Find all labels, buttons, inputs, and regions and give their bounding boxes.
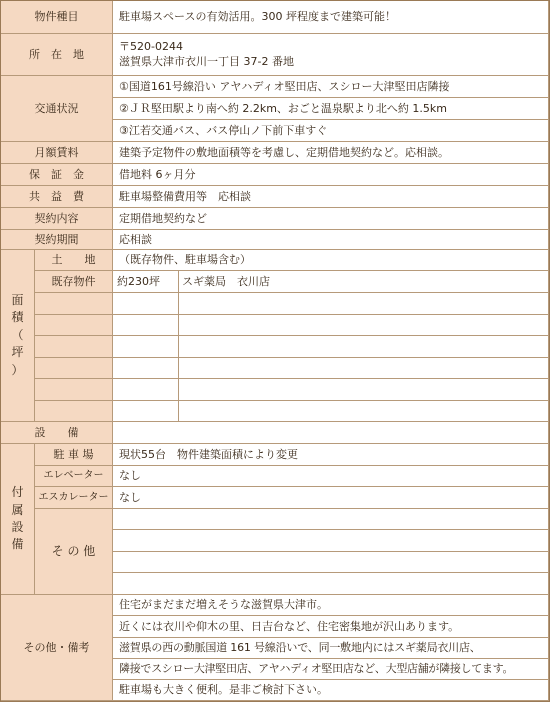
access-label: 交通状況 [1,76,113,142]
access-line: ②ＪＲ堅田駅より南へ約 2.2km、おごと温泉駅より北へ約 1.5km [113,98,549,120]
access-line: ①国道161号線沿い アヤハディオ堅田店、スシロー大津堅田店隣接 [113,76,549,98]
attached-group-label: 付 属 設 備 [1,444,35,595]
area-empty-label [35,358,113,379]
access-line: ③江若交通バス、バス停山ノ下前下車すぐ [113,120,549,142]
deposit-value: 借地料 6ヶ月分 [113,164,549,186]
area-empty-cell [113,293,179,315]
existing-property-label: 既存物件 [35,271,113,293]
area-empty-cell [113,379,179,401]
existing-area-value: 約230坪 [113,271,179,293]
remarks-line: 住宅がまだまだ増えそうな滋賀県大津市。 [113,595,549,616]
facilities-value [113,422,549,444]
common-fee-label: 共 益 費 [1,186,113,208]
remarks-line: 駐車場も大きく便利。是非ご検討下さい。 [113,680,549,701]
property-type-value: 駐車場スペースの有効活用。300 坪程度まで建築可能！ [113,1,549,34]
area-empty-cell [113,401,179,422]
area-empty-label [35,401,113,422]
attached-other-row [113,530,549,552]
land-label: 土 地 [35,250,113,271]
postal-code: 〒520-0244 [119,39,183,53]
monthly-rent-value: 建築予定物件の敷地面積等を考慮し、定期借地契約など。応相談。 [113,142,549,164]
area-empty-label [35,293,113,315]
monthly-rent-label: 月額賃料 [1,142,113,164]
area-empty-cell [179,401,549,422]
contract-type-label: 契約内容 [1,208,113,230]
deposit-label: 保 証 金 [1,164,113,186]
area-empty-cell [179,358,549,379]
area-empty-cell [179,336,549,358]
area-empty-label [35,336,113,358]
address: 滋賀県大津市衣川一丁目 37-2 番地 [119,54,294,68]
area-empty-cell [113,315,179,336]
contract-period-label: 契約期間 [1,230,113,250]
contract-period-value: 応相談 [113,230,549,250]
area-empty-cell [179,293,549,315]
parking-value: 現状55台 物件建築面積により変更 [113,444,549,466]
attached-other-row [113,573,549,595]
remarks-line: 隣接でスシロー大津堅田店、アヤハディオ堅田店など、大型店舗が隣接してます。 [113,659,549,680]
area-empty-cell [179,315,549,336]
area-empty-cell [113,358,179,379]
existing-name-value: スギ薬局 衣川店 [179,271,549,293]
parking-label: 駐 車 場 [35,444,113,466]
area-empty-cell [179,379,549,401]
remarks-line: 滋賀県の西の動脈国道 161 号線沿いで、同一敷地内にはスギ薬局衣川店、 [113,638,549,659]
attached-other-row [113,509,549,530]
remarks-line: 近くには衣川や仰木の里、日吉台など、住宅密集地が沢山あります。 [113,616,549,638]
remarks-label: その他・備考 [1,595,113,701]
contract-type-value: 定期借地契約など [113,208,549,230]
common-fee-value: 駐車場整備費用等 応相談 [113,186,549,208]
attached-other-label: そ の 他 [35,509,113,595]
area-empty-cell [113,336,179,358]
escalator-value: なし [113,487,549,509]
property-type-label: 物件種目 [1,1,113,34]
elevator-label: エレベーター [35,466,113,487]
area-empty-label [35,315,113,336]
location-value [113,34,549,76]
facilities-label: 設 備 [1,422,113,444]
area-empty-label [35,379,113,401]
land-value: （既存物件、駐車場含む） [113,250,549,271]
escalator-label: エスカレーター [35,487,113,509]
area-group-label: 面 積 （ 坪 ） [1,250,35,422]
attached-other-row [113,552,549,573]
elevator-value: なし [113,466,549,487]
location-label: 所 在 地 [1,34,113,76]
